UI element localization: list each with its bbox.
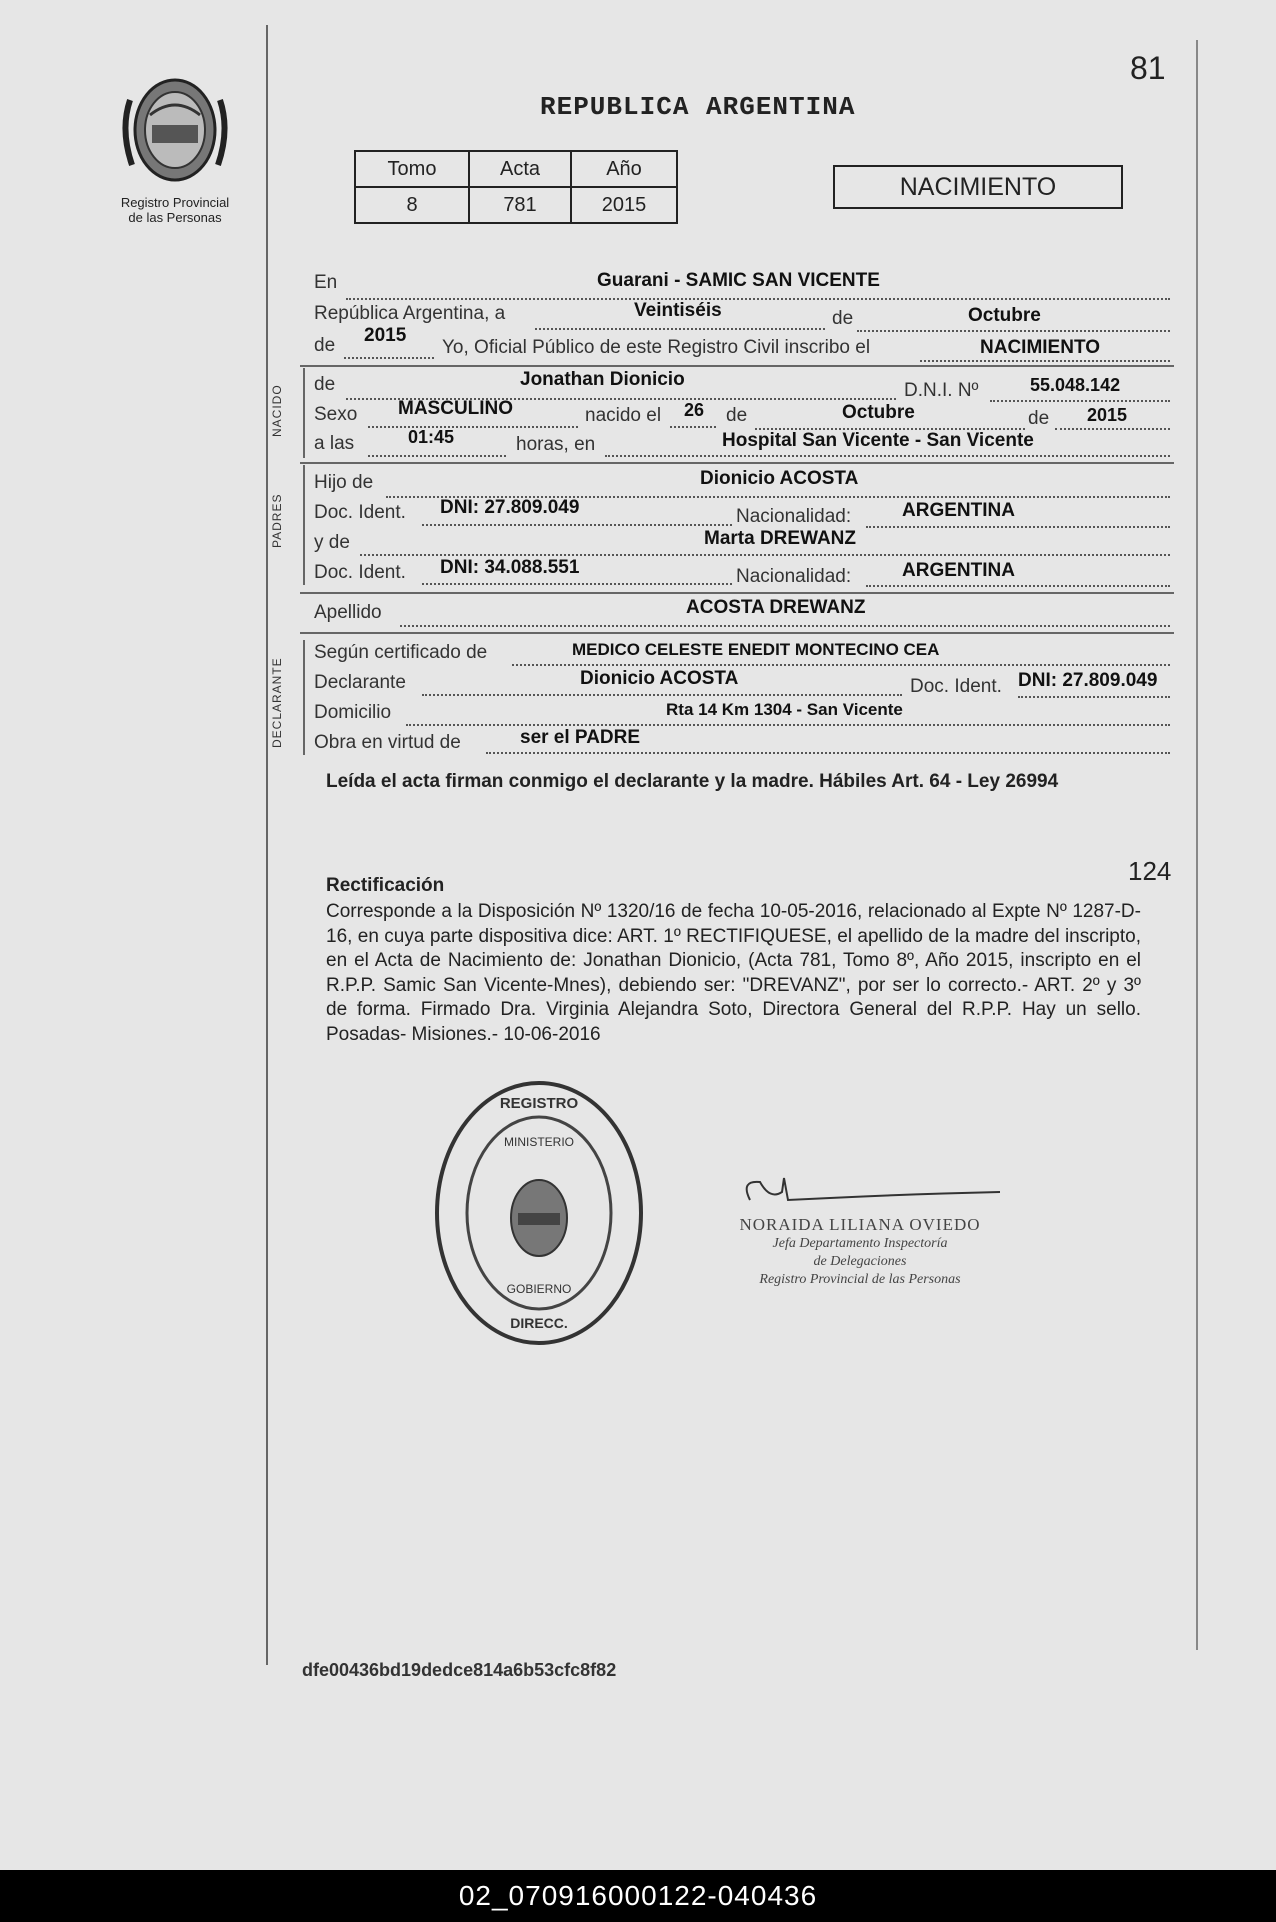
label-declarante: Declarante [314, 672, 406, 693]
birth-month-value: Octubre [842, 402, 915, 423]
document-heading: REPUBLICA ARGENTINA [540, 92, 856, 122]
section-label-padres: PADRES [270, 493, 284, 548]
table-header-tomo: Tomo [355, 151, 469, 187]
declarant-doc: DNI: 27.809.049 [1018, 670, 1158, 691]
page-number: 81 [1130, 50, 1166, 86]
section-divider [303, 368, 305, 458]
birth-place-value: Hospital San Vicente - San Vicente [722, 430, 1034, 451]
sexo-value: MASCULINO [398, 398, 514, 419]
fill-line [360, 554, 1170, 556]
divider [300, 592, 1174, 594]
fill-line [866, 585, 1170, 587]
fill-line [866, 526, 1170, 528]
register-table [354, 150, 678, 224]
fill-line [422, 583, 732, 585]
signer-name: NORAIDA LILIANA OVIEDO [739, 1215, 981, 1234]
newborn-dni: 55.048.142 [1030, 375, 1121, 395]
fill-line [512, 664, 1170, 666]
table-value-tomo: 8 [355, 187, 469, 223]
fill-line [857, 330, 1170, 332]
day-value: Veintiséis [634, 300, 722, 321]
inscribe-type-value: NACIMIENTO [980, 337, 1100, 358]
father-doc: DNI: 27.809.049 [440, 497, 580, 518]
label-hijo-de: Hijo de [314, 472, 374, 493]
label-obra-en-virtud: Obra en virtud de [314, 732, 461, 753]
document-id-bar: 02_070916000122-040436 [0, 1870, 1276, 1922]
closing-statement: Leída el acta firman conmigo el declarante y la madre. Hábiles Art. 64 - Ley 26994 [326, 771, 1059, 792]
label-a-las: a las [314, 433, 355, 454]
section-divider [303, 465, 305, 585]
label-en: En [314, 272, 338, 293]
signer-title-1: Jefa Departamento Inspectoría [772, 1236, 948, 1251]
fill-line [535, 328, 825, 330]
fill-line [368, 426, 578, 428]
rectification-title: Rectificación [326, 875, 445, 896]
fill-line [422, 524, 732, 526]
label-de: de [832, 308, 854, 329]
left-margin-line [266, 25, 268, 1665]
table-value-anio: 2015 [571, 187, 677, 223]
fill-line [422, 694, 902, 696]
fill-line [346, 298, 1170, 300]
label-de: de [314, 374, 336, 395]
divider [300, 632, 1174, 634]
birth-year-value: 2015 [1087, 405, 1128, 425]
label-horas-en: horas, en [516, 434, 596, 455]
fill-line [1055, 428, 1170, 430]
act-type-box: NACIMIENTO [833, 165, 1123, 209]
signer-title-2: de Delegaciones [813, 1254, 907, 1269]
declarant-name: Dionicio ACOSTA [580, 668, 739, 689]
label-doc-ident: Doc. Ident. [314, 562, 406, 583]
table-header-acta: Acta [469, 151, 571, 187]
misiones-seal-icon [110, 70, 240, 190]
divider [300, 462, 1174, 464]
section-label-nacido: NACIDO [270, 384, 284, 437]
label-domicilio: Domicilio [314, 702, 392, 723]
divider [300, 365, 1174, 367]
newborn-name: Jonathan Dionicio [520, 369, 685, 390]
signer-title-3: Registro Provincial de las Personas [759, 1272, 961, 1287]
official-stamp [432, 1078, 647, 1348]
label-y-de: y de [314, 532, 350, 553]
time-value: 01:45 [408, 427, 455, 447]
label-nacionalidad: Nacionalidad: [736, 566, 852, 587]
address-value: Rta 14 Km 1304 - San Vicente [666, 700, 903, 719]
father-name: Dionicio ACOSTA [700, 468, 859, 489]
label-de: de [1028, 408, 1050, 429]
surname-value: ACOSTA DREWANZ [686, 597, 866, 618]
mother-name: Marta DREWANZ [704, 528, 857, 549]
label-segun-certificado: Según certificado de [314, 642, 488, 663]
section-divider [303, 640, 305, 755]
fill-line [920, 360, 1170, 362]
fill-line [990, 400, 1170, 402]
birth-day-value: 26 [684, 400, 705, 420]
label-sexo: Sexo [314, 404, 358, 425]
father-nationality: ARGENTINA [902, 500, 1015, 521]
fill-line [400, 625, 1170, 627]
right-margin-line [1196, 40, 1198, 1650]
mother-doc: DNI: 34.088.551 [440, 557, 580, 578]
registry-logo [110, 70, 240, 225]
label-doc-ident: Doc. Ident. [910, 676, 1002, 697]
month-value: Octubre [968, 305, 1041, 326]
mother-nationality: ARGENTINA [902, 560, 1015, 581]
svg-text:REGISTRO: REGISTRO [499, 1095, 579, 1112]
svg-text:MINISTERIO: MINISTERIO [503, 1135, 575, 1149]
handwritten-signature [710, 1170, 1010, 1210]
label-dni: D.N.I. Nº [904, 380, 979, 401]
label-apellido: Apellido [314, 602, 382, 623]
rectification-number: 124 [1128, 856, 1172, 886]
label-republica: República Argentina, a [314, 303, 506, 324]
fill-line [1018, 696, 1170, 698]
oficial-text: Yo, Oficial Público de este Registro Civil inscribo el [442, 337, 871, 358]
table-header-anio: Año [571, 151, 677, 187]
label-de: de [726, 405, 748, 426]
svg-text:DIRECC.: DIRECC. [510, 1315, 568, 1331]
fill-line [605, 455, 1170, 457]
signature-block [700, 1170, 1020, 1289]
place-value: Guarani - SAMIC SAN VICENTE [597, 270, 880, 291]
stamp-seal-icon [432, 1078, 647, 1348]
registry-name-line1: Registro Provincial [120, 195, 230, 210]
fill-line [344, 357, 434, 359]
fill-line [406, 724, 1170, 726]
svg-text:GOBIERNO: GOBIERNO [506, 1282, 572, 1296]
rectification-body: Corresponde a la Disposición Nº 1320/16 de fecha 10-05-2016, relacionado al Expte Nº 1287-D-16, en cuya parte dispositiva dice: ART. 1º RECTIFIQUESE, el apellido de la madre del inscripto, en el Acta de Nacimiento de: Jonathan Dionicio, (Acta 781, Tomo 8º, Año 2015, inscripto en el R.P.P. Samic San Vicente-Mnes), debiendo ser: "DREVANZ", por ser lo correcto.- ART. 2º y 3º de forma. Firmado Dra. Virginia Alejandra Soto, Directora General del R.P.P. Hay un sello. Posadas- Misiones.- 10-06-2016 [326, 901, 1141, 1045]
label-nacido-el: nacido el [585, 405, 662, 426]
document-hash: dfe00436bd19dedce814a6b53cfc8f82 [302, 1660, 617, 1680]
fill-line [670, 426, 716, 428]
table-value-acta: 781 [469, 187, 571, 223]
section-label-declarante: DECLARANTE [270, 657, 284, 748]
registry-name-line2: de las Personas [128, 210, 222, 225]
label-nacionalidad: Nacionalidad: [736, 506, 852, 527]
fill-line [486, 752, 1170, 754]
certificate-doctor: MEDICO CELESTE ENEDIT MONTECINO CEA [572, 640, 940, 659]
year-value: 2015 [364, 325, 407, 346]
label-doc-ident: Doc. Ident. [314, 502, 406, 523]
label-year-de: de [314, 335, 336, 356]
fill-line [368, 455, 506, 457]
obra-value: ser el PADRE [520, 727, 641, 748]
